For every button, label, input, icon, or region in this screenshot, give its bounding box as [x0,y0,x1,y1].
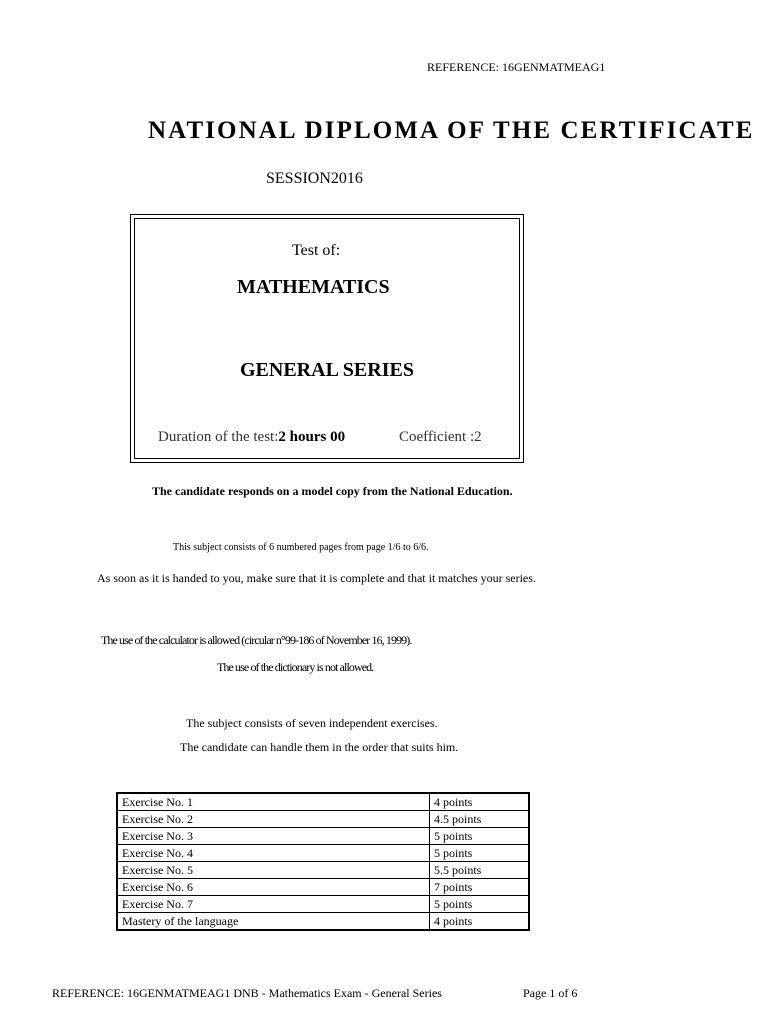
pages-info: This subject consists of 6 numbered pages from page 1/6 to 6/6. [173,542,429,553]
session-label: SESSION2016 [266,170,363,187]
footer-page-number: Page 1 of 6 [523,986,578,1000]
points-cell: 5 points [430,896,530,913]
table-row [117,811,529,828]
exercise-cell: Exercise No. 7 [117,896,430,913]
points-cell: 4 points [430,793,530,811]
table-row [117,862,529,879]
check-info: As soon as it is handed to you, make sure that it is complete and that it matches your series. [97,571,536,585]
points-cell: 7 points [430,879,530,896]
exercises-info: The subject consists of seven independent exercises. [186,716,438,730]
table-row [117,828,529,845]
points-cell: 5.5 points [430,862,530,879]
page-title: NATIONAL DIPLOMA OF THE CERTIFICATE [148,117,755,144]
exercise-cell: Exercise No. 6 [117,879,430,896]
duration-text [158,429,345,446]
exam-info-box [130,214,524,463]
candidate-note: The candidate responds on a model copy from the National Education. [152,484,513,498]
dictionary-info: The use of the dictionary is not allowed. [217,660,374,674]
points-cell: 5 points [430,845,530,862]
duration-label: Duration of the test: [158,429,279,445]
points-table [116,792,530,931]
test-of-label: Test of: [292,242,341,259]
exercise-cell: Mastery of the language [117,913,430,931]
calculator-info: The use of the calculator is allowed (circular n°99-186 of November 16, 1999). [101,633,412,647]
table-row [117,879,529,896]
footer-reference: REFERENCE: 16GENMATMEAG1 DNB - Mathematics Exam - General Series [52,986,442,1000]
exercise-cell: Exercise No. 3 [117,828,430,845]
exercise-cell: Exercise No. 4 [117,845,430,862]
table-row [117,845,529,862]
exercise-cell: Exercise No. 2 [117,811,430,828]
duration-value: 2 hours 00 [278,429,346,445]
points-cell: 4 points [430,913,530,931]
table-row [117,896,529,913]
exercise-cell: Exercise No. 5 [117,862,430,879]
table-row [117,913,529,931]
points-cell: 4.5 points [430,811,530,828]
series-title: GENERAL SERIES [240,359,414,381]
points-cell: 5 points [430,828,530,845]
exam-info-box-inner [134,218,520,459]
order-info: The candidate can handle them in the order that suits him. [180,740,459,754]
reference-header: REFERENCE: 16GENMATMEAG1 [427,60,606,74]
table-row [117,793,529,811]
subject-title: MATHEMATICS [237,276,390,298]
coefficient-text: Coefficient :2 [399,429,482,445]
exercise-cell: Exercise No. 1 [117,793,430,811]
